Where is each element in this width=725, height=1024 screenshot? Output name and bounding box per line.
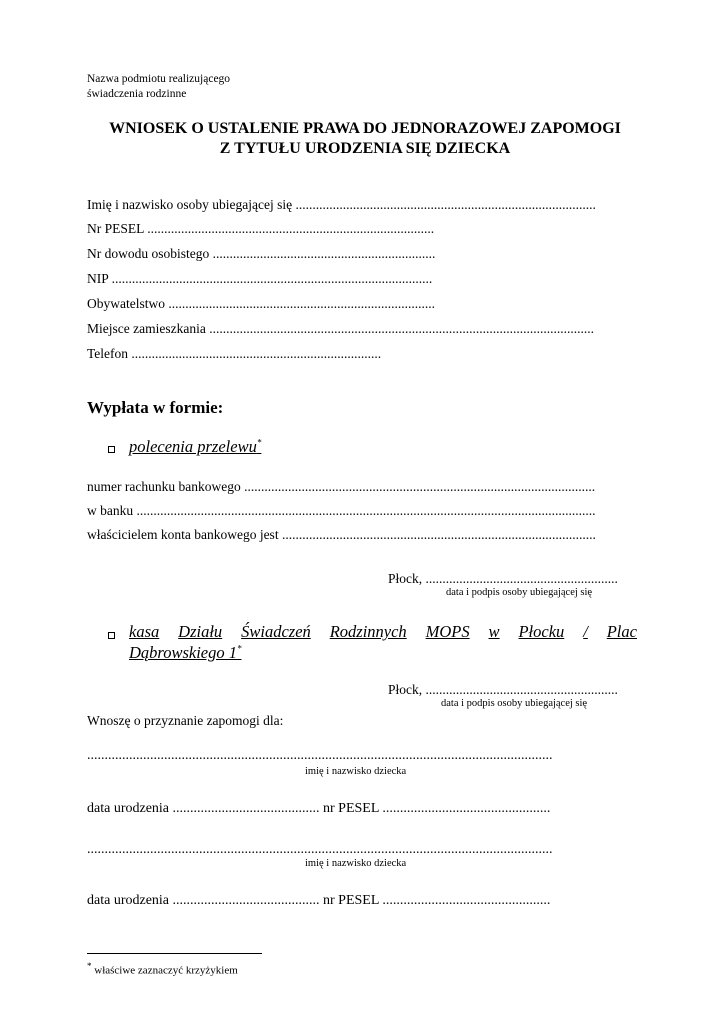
child2-dob-label: data urodzenia: [87, 893, 170, 908]
document-title-line2: Z TYTUŁU URODZENIA SIĘ DZIECKA: [219, 140, 511, 157]
document-title-line1: WNIOSEK O USTALENIE PRAWA DO JEDNORAZOWEJ ZAPOMOGI: [109, 120, 621, 137]
child2-pesel-label: nr PESEL: [323, 893, 379, 908]
signature-place-date-1[interactable]: Płock, .........................................................: [388, 571, 618, 586]
bank-name-field[interactable]: w banku ........................................................................................................................................: [87, 503, 596, 518]
cash-desk-option-line2: Dąbrowskiego 1*: [129, 643, 242, 662]
child2-dob-field[interactable]: ..........................................: [172, 893, 320, 908]
footnote-mark: *: [87, 961, 92, 971]
signature-caption-2: data i podpis osoby ubiegającej się: [441, 698, 588, 709]
footnote-mark: *: [237, 643, 242, 654]
address-field[interactable]: Miejsce zamieszkania ..................................................................................................................: [87, 321, 594, 336]
transfer-option-label: polecenia przelewu*: [129, 437, 262, 456]
signature-place-date-2[interactable]: Płock, .........................................................: [388, 682, 618, 697]
footnote-rule: [87, 953, 262, 954]
account-owner-field[interactable]: właścicielem konta bankowego jest .............................................................................................: [87, 527, 596, 542]
child2-pesel-field[interactable]: ................................................: [382, 893, 551, 908]
nip-field[interactable]: NIP ...............................................................................................: [87, 271, 433, 286]
footnote-text: właściwe zaznaczyć krzyżykiem: [94, 964, 238, 977]
org-name-line2: świadczenia rodzinne: [87, 88, 187, 100]
child2-name-caption: imię i nazwisko dziecka: [305, 858, 407, 869]
child1-pesel-label: nr PESEL: [323, 801, 379, 816]
child1-name-caption: imię i nazwisko dziecka: [305, 766, 407, 777]
child1-name-line[interactable]: .....................................................................................................................................: [87, 748, 553, 763]
citizenship-field[interactable]: Obywatelstwo ...............................................................................: [87, 296, 435, 311]
id-card-field[interactable]: Nr dowodu osobistego ..................................................................: [87, 246, 436, 261]
payment-heading: Wypłata w formie:: [87, 398, 224, 417]
applicant-name-field[interactable]: Imię i nazwisko osoby ubiegającej się .........................................................................................: [87, 197, 596, 212]
footnote: [87, 961, 238, 977]
child1-dob-label: data urodzenia: [87, 801, 170, 816]
signature-caption-1: data i podpis osoby ubiegającej się: [446, 587, 593, 598]
cash-desk-checkbox[interactable]: [108, 632, 115, 639]
pesel-field[interactable]: Nr PESEL .....................................................................................: [87, 221, 435, 236]
org-name-line1: Nazwa podmiotu realizującego: [87, 73, 231, 85]
child1-dob-field[interactable]: ..........................................: [172, 801, 320, 816]
child2-name-line[interactable]: .....................................................................................................................................: [87, 842, 553, 857]
child1-pesel-field[interactable]: ................................................: [382, 801, 551, 816]
bank-account-field[interactable]: numer rachunku bankowego ........................................................................................................: [87, 479, 596, 494]
footnote-mark: *: [256, 437, 262, 448]
transfer-checkbox[interactable]: [108, 446, 115, 453]
child2-dob-pesel-row: [87, 893, 550, 909]
request-intro: Wnoszę o przyznanie zapomogi dla:: [87, 713, 284, 728]
phone-field[interactable]: Telefon ..........................................................................: [87, 346, 382, 361]
cash-desk-option-line1: kasa Działu Świadczeń Rodzinnych MOPS w Płocku / Plac: [129, 622, 637, 641]
child1-dob-pesel-row: [87, 801, 550, 817]
